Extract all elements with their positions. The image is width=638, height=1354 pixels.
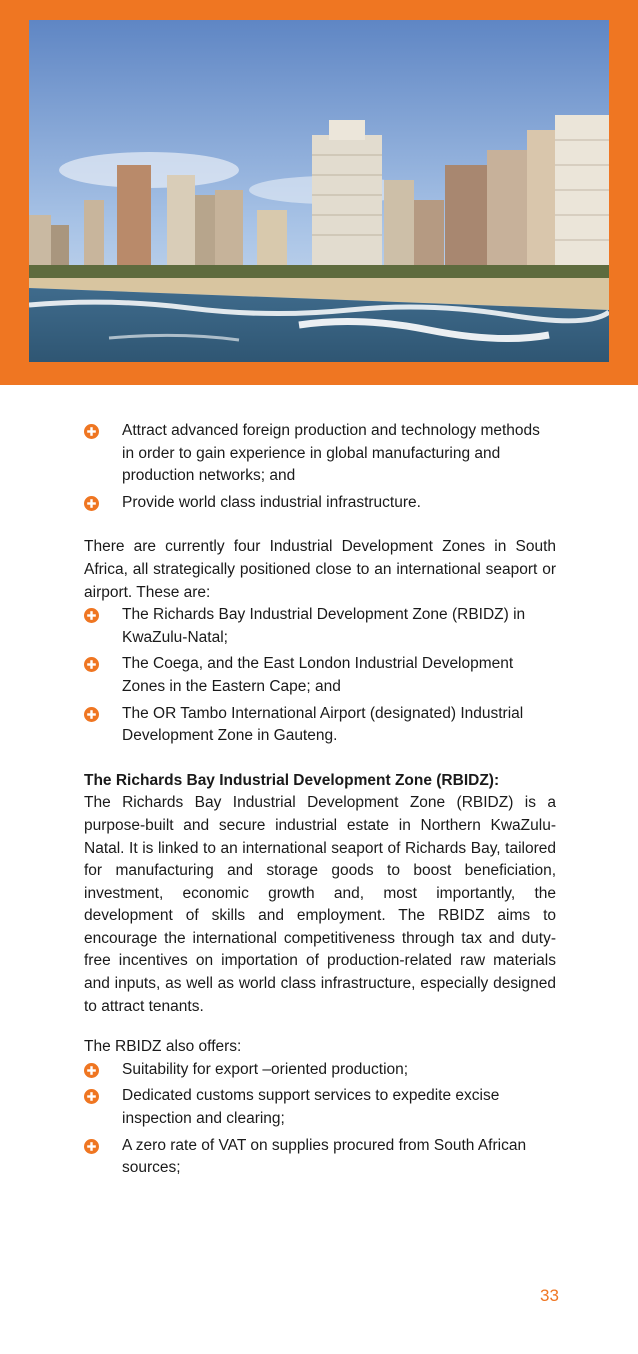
bullet-text: Suitability for export –oriented production; (122, 1060, 409, 1078)
list-item (84, 492, 556, 515)
rbidz-paragraph: The Richards Bay Industrial Development Zone (RBIDZ) is a purpose-built and secure industrial estate in Northern KwaZulu-Natal. It is linked to an international seaport of Richards Bay, tailored for manufacturing and storage goods to boost beneficiation, investment, economic growth and, most importantly, the development of skills and employment. The RBIDZ aims to encourage the international competitiveness through tax and duty-free incentives on importation of production-related raw materials and inputs, as well as world class infrastructure, especially designed to attract tenants. (84, 794, 556, 1015)
plus-circle-icon (84, 1063, 99, 1078)
page-number: 33 (540, 1286, 559, 1305)
plus-circle-icon (84, 424, 99, 439)
list-item (84, 1085, 556, 1130)
offers-bullet-list (84, 1059, 556, 1180)
plus-circle-icon (84, 657, 99, 672)
zones-paragraph: There are currently four Industrial Development Zones in South Africa, all strategically positioned close to an international seaport or airport. These are: (84, 538, 556, 601)
bullet-text: Provide world class industrial infrastructure. (122, 493, 421, 511)
bullet-text: A zero rate of VAT on supplies procured from South African sources; (122, 1136, 527, 1177)
plus-circle-icon (84, 608, 99, 623)
plus-circle-icon (84, 1139, 99, 1154)
list-item (84, 703, 556, 748)
rbidz-heading: The Richards Bay Industrial Development Zone (RBIDZ): (84, 771, 500, 789)
offers-intro: The RBIDZ also offers: (84, 1038, 242, 1056)
list-item (84, 653, 556, 698)
list-item (84, 420, 556, 488)
zones-bullet-list (84, 604, 556, 748)
plus-circle-icon (84, 707, 99, 722)
beachfront-city-skyline-photo (29, 20, 609, 362)
plus-circle-icon (84, 496, 99, 511)
list-item (84, 604, 556, 649)
list-item (84, 1059, 556, 1082)
plus-circle-icon (84, 1089, 99, 1104)
bullet-text: The OR Tambo International Airport (designated) Industrial Development Zone in Gauteng. (122, 704, 524, 745)
bullet-text: Attract advanced foreign production and technology methods in order to gain experience in global manufacturing and production networks; and (122, 422, 540, 485)
bullet-text: The Coega, and the East London Industrial Development Zones in the Eastern Cape; and (122, 655, 514, 695)
intro-bullet-list (84, 420, 556, 514)
page-content (84, 420, 556, 1184)
list-item (84, 1135, 556, 1180)
bullet-text: Dedicated customs support services to expedite excise inspection and clearing; (122, 1087, 500, 1128)
bullet-text: The Richards Bay Industrial Development Zone (RBIDZ) in KwaZulu-Natal; (122, 606, 526, 646)
